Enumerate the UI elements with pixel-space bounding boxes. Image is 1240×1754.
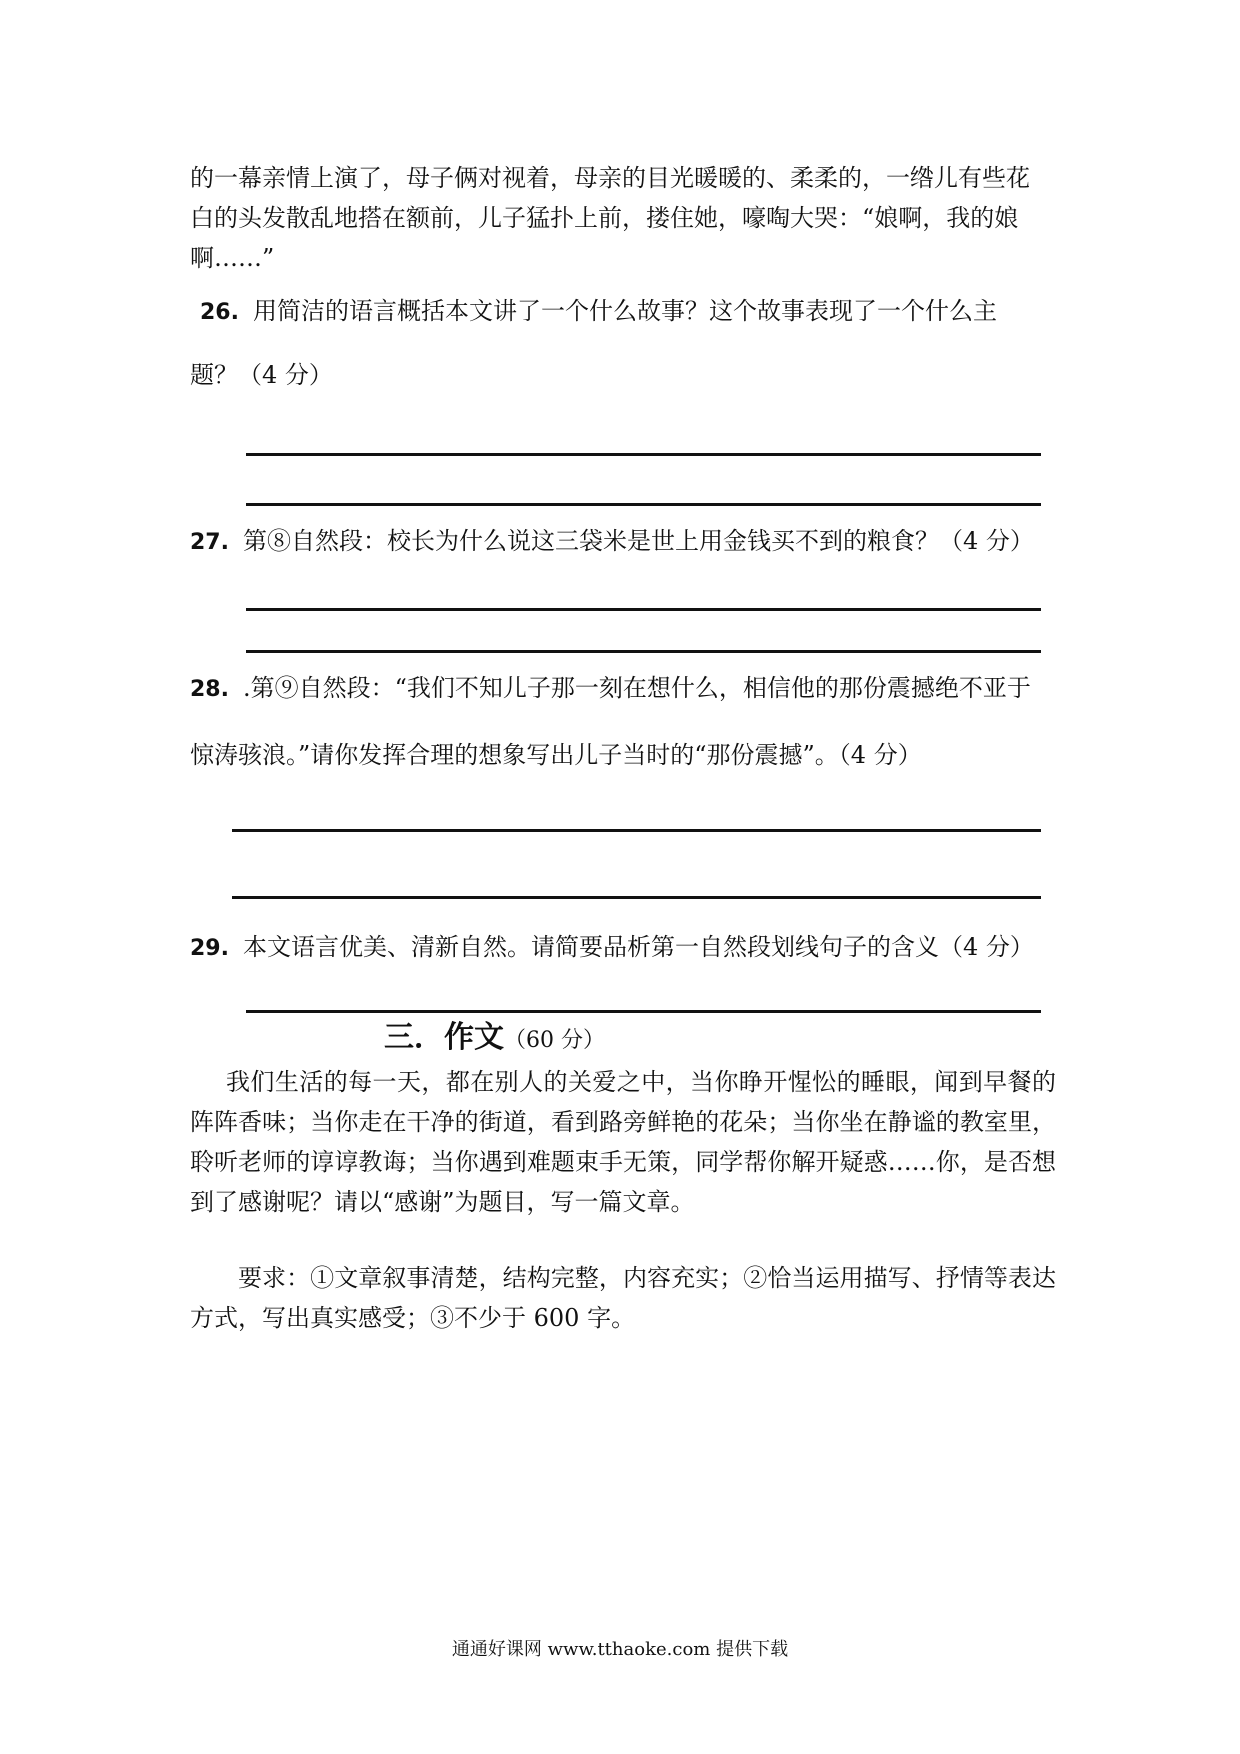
passage-line-3: 啊……” <box>190 244 275 272</box>
question-28 <box>190 673 1070 705</box>
question-26 <box>200 296 1080 328</box>
answer-line[interactable] <box>246 650 1041 653</box>
composition-points: （60 分） <box>504 1028 605 1053</box>
passage-line-1: 的一幕亲情上演了，母子俩对视着，母亲的目光暖暖的、柔柔的，一绺儿有些花 <box>190 164 1030 192</box>
answer-line[interactable] <box>232 829 1041 832</box>
composition-requirements: 要求：①文章叙事清楚，结构完整，内容充实；②恰当运用描写、抒情等表达方式，写出真实感受；③不少于 600 字。 <box>190 1264 1056 1332</box>
question-number: 29. <box>190 936 229 961</box>
question-text: 用简洁的语言概括本文讲了一个什么故事？这个故事表现了一个什么主 <box>252 297 997 325</box>
answer-line[interactable] <box>246 503 1041 506</box>
question-text: 第⑧自然段：校长为什么说这三袋米是世上用金钱买不到的粮食？（4 分） <box>242 527 1034 555</box>
page-footer: 通通好课网 www.tthaoke.com 提供下载 <box>451 1639 789 1660</box>
composition-title: 三．作文 <box>384 1020 504 1055</box>
question-29 <box>190 932 1070 964</box>
question-text: 本文语言优美、清新自然。请简要品析第一自然段划线句子的含义（4 分） <box>242 933 1034 961</box>
question-text: .第⑨自然段：“我们不知儿子那一刻在想什么，相信他的那份震撼绝不亚于 <box>242 674 1031 702</box>
question-27 <box>190 526 1070 558</box>
question-number: 27. <box>190 530 229 555</box>
question-28-line-2: 惊涛骇浪。”请你发挥合理的想象写出儿子当时的“那份震撼”。（4 分） <box>190 741 922 769</box>
answer-line[interactable] <box>246 453 1041 456</box>
composition-heading <box>384 1018 605 1061</box>
answer-line[interactable] <box>246 608 1041 611</box>
question-number: 28. <box>190 677 229 702</box>
composition-prompt: 我们生活的每一天，都在别人的关爱之中，当你睁开惺忪的睡眼，闻到早餐的阵阵香味；当你走在干净的街道，看到路旁鲜艳的花朵；当你坐在静谧的教室里，聆听老师的谆谆教诲；当你遇到难题束手无策，同学帮你解开疑惑……你，是否想到了感谢呢？请以“感谢”为题目，写一篇文章。 <box>190 1068 1056 1216</box>
passage-line-2: 白的头发散乱地搭在额前，儿子猛扑上前，搂住她，嚎啕大哭：“娘啊，我的娘 <box>190 204 1019 232</box>
question-number: 26. <box>200 300 239 325</box>
answer-line[interactable] <box>232 896 1041 899</box>
answer-line[interactable] <box>246 1010 1041 1013</box>
question-26-line-2: 题？（4 分） <box>190 361 333 389</box>
